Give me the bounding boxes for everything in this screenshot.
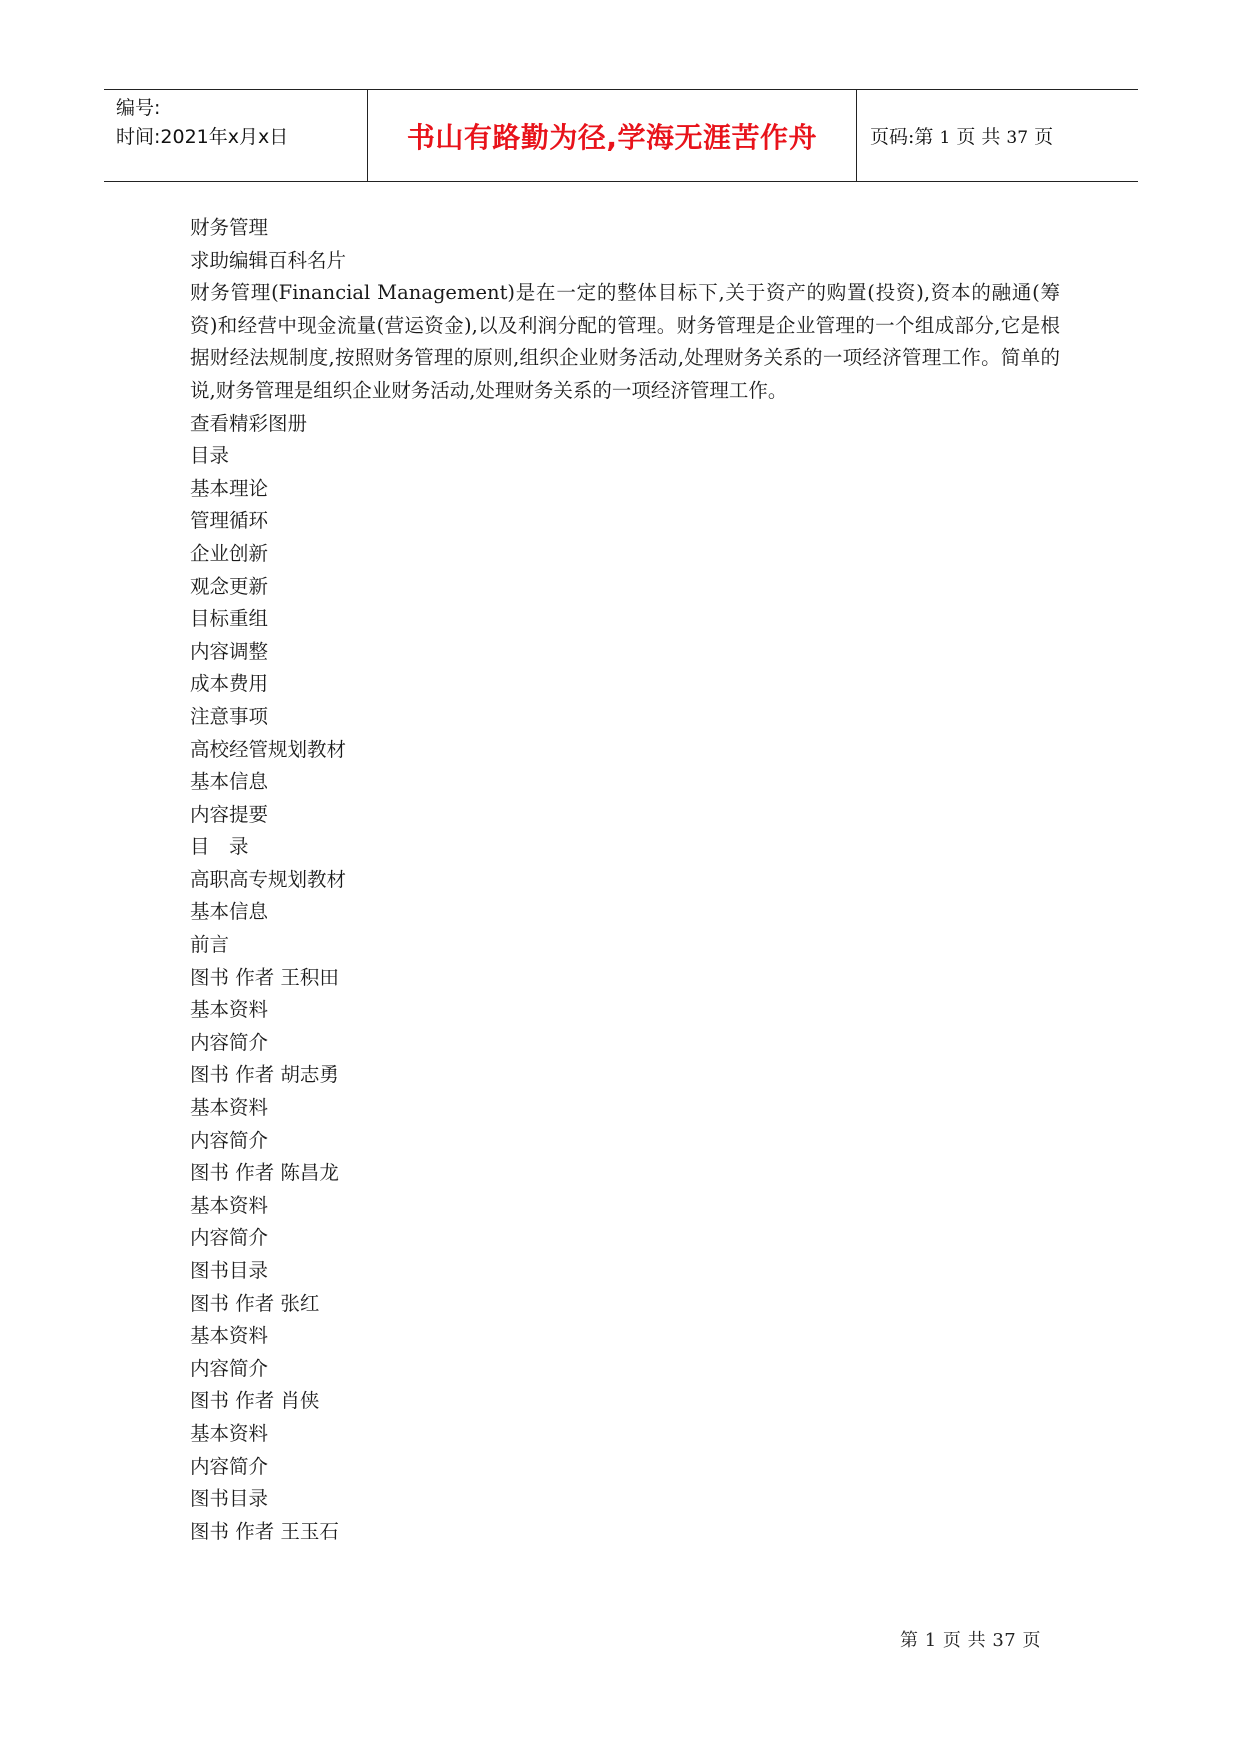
list-item: 基本信息 [190,770,269,794]
list-item: 高校经管规划教材 [190,737,347,761]
list-item: 注意事项 [190,704,269,728]
list-item: 观念更新 [190,574,269,598]
list-item: 图书目录 [190,1259,269,1282]
page-footer: 第 1 页 共 37 页 [900,1630,1041,1651]
document-subtitle: 求助编辑百科名片 [190,248,347,272]
list-item: 内容简介 [190,1454,269,1478]
list-item: 内容提要 [190,802,269,826]
list-item: 内容简介 [190,1030,269,1054]
contents-list [190,408,1060,1549]
list-item: 图书 作者 张红 [190,1291,320,1315]
list-item: 高职高专规划教材 [190,867,347,891]
list-item: 图书 作者 王玉石 [190,1519,339,1543]
page-mid: 页 共 [956,126,1001,148]
page-header [104,89,1138,182]
header-divider-left [367,90,368,181]
header-meta [116,94,366,152]
list-item: 基本资料 [190,1421,269,1445]
list-item: 基本理论 [190,476,269,500]
list-item: 企业创新 [190,541,269,565]
page-suffix: 页 [1034,126,1054,148]
header-page-info [870,122,1053,149]
list-item: 图书目录 [190,1487,269,1511]
list-item: 基本资料 [190,1324,269,1348]
list-item: 基本信息 [190,900,269,924]
list-item: 管理循环 [190,509,269,533]
header-motto: 书山有路勤为径,学海无涯苦作舟 [406,121,818,154]
list-item: 内容调整 [190,639,269,663]
document-title: 财务管理 [190,216,269,239]
list-item: 目录 [190,444,230,468]
list-item: 图书 作者 陈昌龙 [190,1161,339,1185]
list-item: 目 录 [190,835,249,859]
list-item: 基本资料 [190,1096,269,1120]
list-item: 图书 作者 胡志勇 [190,1063,339,1087]
list-item: 目标重组 [190,607,269,631]
list-item: 内容简介 [190,1356,269,1380]
time-label: 时间:2021年x月x日 [116,126,289,148]
list-item: 基本资料 [190,1193,269,1217]
document-body [190,212,1060,1548]
list-item: 前言 [190,933,230,957]
list-item: 图书 作者 王积田 [190,965,339,989]
page-current: 1 [939,128,951,148]
intro-paragraph: 财务管理(Financial Management)是在一定的整体目标下,关于资产的购置(投资),资本的融通(筹资)和经营中现金流量(营运资金),以及利润分配的管理。财务管理是企业管理的一个组成部分,它是根据财经法规制度,按照财务管理的原则,组织企业财务活动,处理财务关系的一项经济管理工作。简单的说,财务管理是组织企业财务活动,处理财务关系的一项经济管理工作。 [190,281,1060,402]
list-item: 成本费用 [190,672,269,696]
page-total: 37 [1006,128,1029,148]
serial-label: 编号: [116,97,161,119]
list-item: 基本资料 [190,998,269,1022]
page-prefix: 页码:第 [870,126,934,148]
list-item: 内容简介 [190,1226,269,1250]
list-item: 查看精彩图册 [190,411,308,435]
list-item: 内容简介 [190,1128,269,1152]
header-divider-right [856,90,857,181]
list-item: 图书 作者 肖侠 [190,1389,320,1413]
